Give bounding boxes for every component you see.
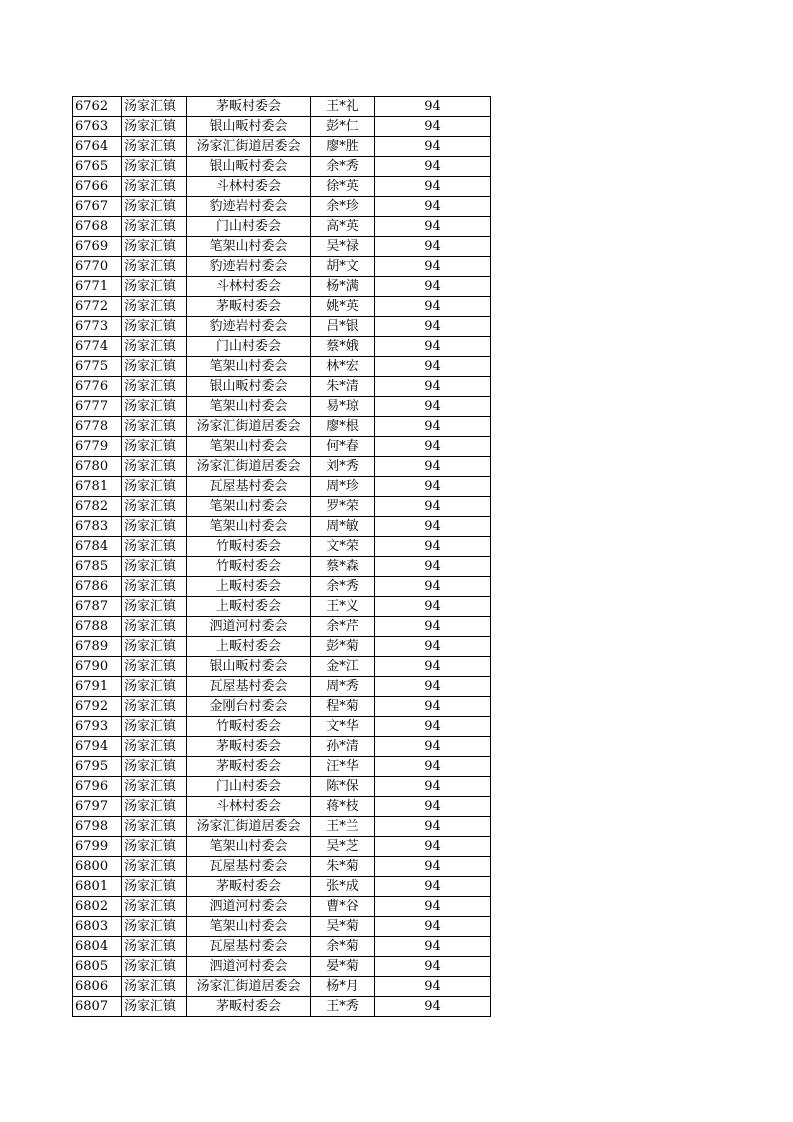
- cell-village-committee: 茅畈村委会: [187, 757, 311, 777]
- table-row: [73, 917, 491, 937]
- cell-serial-number: 6803: [73, 917, 122, 937]
- roster-table-body: [73, 97, 491, 1017]
- cell-village-committee: 竹畈村委会: [187, 537, 311, 557]
- cell-person-name: 高*英: [311, 217, 375, 237]
- cell-score: 94: [375, 757, 491, 777]
- table-row: [73, 657, 491, 677]
- cell-serial-number: 6775: [73, 357, 122, 377]
- cell-village-committee: 上畈村委会: [187, 597, 311, 617]
- table-row: [73, 157, 491, 177]
- cell-town: 汤家汇镇: [122, 137, 187, 157]
- cell-serial-number: 6778: [73, 417, 122, 437]
- cell-person-name: 周*珍: [311, 477, 375, 497]
- table-row: [73, 197, 491, 217]
- cell-serial-number: 6766: [73, 177, 122, 197]
- cell-town: 汤家汇镇: [122, 977, 187, 997]
- cell-person-name: 文*华: [311, 717, 375, 737]
- cell-village-committee: 茅畈村委会: [187, 877, 311, 897]
- cell-person-name: 吕*银: [311, 317, 375, 337]
- cell-village-committee: 泗道河村委会: [187, 897, 311, 917]
- cell-person-name: 廖*胜: [311, 137, 375, 157]
- table-row: [73, 817, 491, 837]
- cell-town: 汤家汇镇: [122, 377, 187, 397]
- cell-person-name: 姚*英: [311, 297, 375, 317]
- cell-person-name: 陈*保: [311, 777, 375, 797]
- cell-score: 94: [375, 197, 491, 217]
- cell-person-name: 吴*芝: [311, 837, 375, 857]
- table-row: [73, 397, 491, 417]
- cell-person-name: 汪*华: [311, 757, 375, 777]
- table-row: [73, 737, 491, 757]
- cell-person-name: 廖*根: [311, 417, 375, 437]
- cell-town: 汤家汇镇: [122, 217, 187, 237]
- cell-town: 汤家汇镇: [122, 517, 187, 537]
- cell-score: 94: [375, 397, 491, 417]
- cell-serial-number: 6779: [73, 437, 122, 457]
- cell-town: 汤家汇镇: [122, 477, 187, 497]
- cell-person-name: 林*宏: [311, 357, 375, 377]
- cell-village-committee: 汤家汇街道居委会: [187, 417, 311, 437]
- table-row: [73, 117, 491, 137]
- table-row: [73, 297, 491, 317]
- cell-village-committee: 汤家汇街道居委会: [187, 817, 311, 837]
- cell-serial-number: 6765: [73, 157, 122, 177]
- cell-village-committee: 笔架山村委会: [187, 917, 311, 937]
- table-row: [73, 457, 491, 477]
- table-row: [73, 357, 491, 377]
- cell-serial-number: 6769: [73, 237, 122, 257]
- cell-score: 94: [375, 97, 491, 117]
- table-row: [73, 497, 491, 517]
- cell-person-name: 蔡*娥: [311, 337, 375, 357]
- table-row: [73, 517, 491, 537]
- cell-town: 汤家汇镇: [122, 97, 187, 117]
- cell-score: 94: [375, 717, 491, 737]
- cell-village-committee: 银山畈村委会: [187, 117, 311, 137]
- cell-score: 94: [375, 457, 491, 477]
- cell-town: 汤家汇镇: [122, 537, 187, 557]
- cell-serial-number: 6802: [73, 897, 122, 917]
- cell-score: 94: [375, 577, 491, 597]
- cell-village-committee: 茅畈村委会: [187, 737, 311, 757]
- table-row: [73, 377, 491, 397]
- cell-serial-number: 6797: [73, 797, 122, 817]
- cell-village-committee: 斗林村委会: [187, 797, 311, 817]
- cell-village-committee: 豹迹岩村委会: [187, 317, 311, 337]
- cell-village-committee: 斗林村委会: [187, 177, 311, 197]
- cell-village-committee: 笔架山村委会: [187, 437, 311, 457]
- cell-score: 94: [375, 777, 491, 797]
- table-row: [73, 677, 491, 697]
- cell-town: 汤家汇镇: [122, 957, 187, 977]
- cell-serial-number: 6768: [73, 217, 122, 237]
- table-row: [73, 777, 491, 797]
- cell-serial-number: 6795: [73, 757, 122, 777]
- cell-person-name: 王*礼: [311, 97, 375, 117]
- cell-serial-number: 6777: [73, 397, 122, 417]
- cell-serial-number: 6774: [73, 337, 122, 357]
- cell-person-name: 朱*清: [311, 377, 375, 397]
- cell-village-committee: 瓦屋基村委会: [187, 677, 311, 697]
- cell-person-name: 刘*秀: [311, 457, 375, 477]
- cell-score: 94: [375, 477, 491, 497]
- cell-village-committee: 瓦屋基村委会: [187, 857, 311, 877]
- cell-serial-number: 6770: [73, 257, 122, 277]
- cell-village-committee: 斗林村委会: [187, 277, 311, 297]
- table-row: [73, 897, 491, 917]
- cell-town: 汤家汇镇: [122, 937, 187, 957]
- cell-serial-number: 6789: [73, 637, 122, 657]
- cell-town: 汤家汇镇: [122, 157, 187, 177]
- cell-serial-number: 6782: [73, 497, 122, 517]
- cell-village-committee: 茅畈村委会: [187, 97, 311, 117]
- cell-score: 94: [375, 737, 491, 757]
- cell-score: 94: [375, 437, 491, 457]
- cell-score: 94: [375, 377, 491, 397]
- cell-serial-number: 6804: [73, 937, 122, 957]
- table-row: [73, 97, 491, 117]
- cell-score: 94: [375, 837, 491, 857]
- cell-village-committee: 笔架山村委会: [187, 397, 311, 417]
- cell-person-name: 周*敏: [311, 517, 375, 537]
- cell-score: 94: [375, 357, 491, 377]
- cell-serial-number: 6764: [73, 137, 122, 157]
- cell-person-name: 晏*菊: [311, 957, 375, 977]
- cell-serial-number: 6801: [73, 877, 122, 897]
- cell-person-name: 何*春: [311, 437, 375, 457]
- table-row: [73, 637, 491, 657]
- cell-score: 94: [375, 117, 491, 137]
- cell-score: 94: [375, 177, 491, 197]
- table-row: [73, 217, 491, 237]
- cell-serial-number: 6763: [73, 117, 122, 137]
- cell-village-committee: 瓦屋基村委会: [187, 937, 311, 957]
- table-row: [73, 857, 491, 877]
- cell-town: 汤家汇镇: [122, 617, 187, 637]
- cell-serial-number: 6791: [73, 677, 122, 697]
- cell-village-committee: 门山村委会: [187, 217, 311, 237]
- roster-table: [72, 96, 491, 1017]
- cell-town: 汤家汇镇: [122, 677, 187, 697]
- cell-score: 94: [375, 697, 491, 717]
- cell-village-committee: 泗道河村委会: [187, 617, 311, 637]
- cell-town: 汤家汇镇: [122, 697, 187, 717]
- cell-town: 汤家汇镇: [122, 897, 187, 917]
- cell-town: 汤家汇镇: [122, 657, 187, 677]
- table-row: [73, 437, 491, 457]
- cell-score: 94: [375, 917, 491, 937]
- cell-village-committee: 上畈村委会: [187, 577, 311, 597]
- cell-score: 94: [375, 237, 491, 257]
- table-row: [73, 257, 491, 277]
- cell-person-name: 曹*谷: [311, 897, 375, 917]
- cell-town: 汤家汇镇: [122, 817, 187, 837]
- cell-town: 汤家汇镇: [122, 117, 187, 137]
- cell-town: 汤家汇镇: [122, 257, 187, 277]
- table-row: [73, 837, 491, 857]
- table-row: [73, 997, 491, 1017]
- cell-village-committee: 门山村委会: [187, 777, 311, 797]
- cell-town: 汤家汇镇: [122, 637, 187, 657]
- cell-person-name: 蔡*森: [311, 557, 375, 577]
- cell-town: 汤家汇镇: [122, 737, 187, 757]
- cell-village-committee: 泗道河村委会: [187, 957, 311, 977]
- cell-village-committee: 金刚台村委会: [187, 697, 311, 717]
- cell-village-committee: 笔架山村委会: [187, 837, 311, 857]
- cell-serial-number: 6806: [73, 977, 122, 997]
- cell-serial-number: 6785: [73, 557, 122, 577]
- cell-village-committee: 瓦屋基村委会: [187, 477, 311, 497]
- cell-town: 汤家汇镇: [122, 177, 187, 197]
- cell-person-name: 张*成: [311, 877, 375, 897]
- cell-score: 94: [375, 937, 491, 957]
- cell-town: 汤家汇镇: [122, 457, 187, 477]
- cell-person-name: 吴*菊: [311, 917, 375, 937]
- table-row: [73, 137, 491, 157]
- cell-score: 94: [375, 957, 491, 977]
- table-row: [73, 597, 491, 617]
- cell-serial-number: 6776: [73, 377, 122, 397]
- cell-serial-number: 6805: [73, 957, 122, 977]
- cell-serial-number: 6786: [73, 577, 122, 597]
- cell-town: 汤家汇镇: [122, 437, 187, 457]
- cell-village-committee: 银山畈村委会: [187, 377, 311, 397]
- cell-person-name: 文*荣: [311, 537, 375, 557]
- cell-serial-number: 6798: [73, 817, 122, 837]
- table-row: [73, 937, 491, 957]
- cell-town: 汤家汇镇: [122, 317, 187, 337]
- cell-serial-number: 6762: [73, 97, 122, 117]
- cell-person-name: 王*义: [311, 597, 375, 617]
- cell-score: 94: [375, 317, 491, 337]
- cell-score: 94: [375, 997, 491, 1017]
- table-row: [73, 237, 491, 257]
- cell-town: 汤家汇镇: [122, 497, 187, 517]
- cell-score: 94: [375, 817, 491, 837]
- table-row: [73, 177, 491, 197]
- cell-town: 汤家汇镇: [122, 337, 187, 357]
- table-row: [73, 277, 491, 297]
- cell-serial-number: 6793: [73, 717, 122, 737]
- table-row: [73, 417, 491, 437]
- table-row: [73, 317, 491, 337]
- cell-score: 94: [375, 217, 491, 237]
- table-row: [73, 697, 491, 717]
- table-row: [73, 577, 491, 597]
- cell-serial-number: 6790: [73, 657, 122, 677]
- cell-score: 94: [375, 557, 491, 577]
- cell-village-committee: 笔架山村委会: [187, 497, 311, 517]
- cell-village-committee: 汤家汇街道居委会: [187, 457, 311, 477]
- cell-score: 94: [375, 417, 491, 437]
- cell-person-name: 周*秀: [311, 677, 375, 697]
- cell-town: 汤家汇镇: [122, 557, 187, 577]
- cell-person-name: 杨*满: [311, 277, 375, 297]
- cell-town: 汤家汇镇: [122, 877, 187, 897]
- cell-person-name: 杨*月: [311, 977, 375, 997]
- cell-serial-number: 6807: [73, 997, 122, 1017]
- cell-score: 94: [375, 657, 491, 677]
- table-row: [73, 877, 491, 897]
- cell-score: 94: [375, 977, 491, 997]
- cell-score: 94: [375, 897, 491, 917]
- cell-serial-number: 6794: [73, 737, 122, 757]
- cell-serial-number: 6773: [73, 317, 122, 337]
- cell-village-committee: 上畈村委会: [187, 637, 311, 657]
- cell-score: 94: [375, 677, 491, 697]
- cell-person-name: 余*珍: [311, 197, 375, 217]
- table-row: [73, 477, 491, 497]
- cell-score: 94: [375, 517, 491, 537]
- table-row: [73, 337, 491, 357]
- table-row: [73, 977, 491, 997]
- cell-town: 汤家汇镇: [122, 357, 187, 377]
- table-row: [73, 537, 491, 557]
- cell-person-name: 罗*荣: [311, 497, 375, 517]
- cell-town: 汤家汇镇: [122, 277, 187, 297]
- cell-person-name: 金*江: [311, 657, 375, 677]
- cell-town: 汤家汇镇: [122, 857, 187, 877]
- cell-person-name: 余*菊: [311, 937, 375, 957]
- cell-town: 汤家汇镇: [122, 777, 187, 797]
- cell-village-committee: 茅畈村委会: [187, 997, 311, 1017]
- table-row: [73, 757, 491, 777]
- cell-score: 94: [375, 597, 491, 617]
- cell-village-committee: 竹畈村委会: [187, 717, 311, 737]
- cell-village-committee: 银山畈村委会: [187, 157, 311, 177]
- cell-village-committee: 笔架山村委会: [187, 517, 311, 537]
- cell-person-name: 蒋*枝: [311, 797, 375, 817]
- cell-town: 汤家汇镇: [122, 997, 187, 1017]
- cell-town: 汤家汇镇: [122, 797, 187, 817]
- cell-score: 94: [375, 297, 491, 317]
- cell-person-name: 程*菊: [311, 697, 375, 717]
- cell-town: 汤家汇镇: [122, 597, 187, 617]
- cell-serial-number: 6792: [73, 697, 122, 717]
- cell-serial-number: 6796: [73, 777, 122, 797]
- cell-score: 94: [375, 637, 491, 657]
- cell-serial-number: 6800: [73, 857, 122, 877]
- cell-person-name: 余*秀: [311, 577, 375, 597]
- cell-person-name: 余*秀: [311, 157, 375, 177]
- cell-score: 94: [375, 857, 491, 877]
- cell-score: 94: [375, 797, 491, 817]
- table-row: [73, 717, 491, 737]
- cell-serial-number: 6783: [73, 517, 122, 537]
- cell-town: 汤家汇镇: [122, 577, 187, 597]
- cell-score: 94: [375, 877, 491, 897]
- cell-person-name: 易*琼: [311, 397, 375, 417]
- table-row: [73, 557, 491, 577]
- cell-serial-number: 6781: [73, 477, 122, 497]
- cell-score: 94: [375, 257, 491, 277]
- cell-score: 94: [375, 337, 491, 357]
- cell-village-committee: 银山畈村委会: [187, 657, 311, 677]
- cell-village-committee: 笔架山村委会: [187, 237, 311, 257]
- cell-village-committee: 豹迹岩村委会: [187, 197, 311, 217]
- cell-village-committee: 汤家汇街道居委会: [187, 977, 311, 997]
- cell-town: 汤家汇镇: [122, 397, 187, 417]
- cell-person-name: 王*秀: [311, 997, 375, 1017]
- cell-village-committee: 门山村委会: [187, 337, 311, 357]
- cell-score: 94: [375, 137, 491, 157]
- cell-town: 汤家汇镇: [122, 717, 187, 737]
- cell-town: 汤家汇镇: [122, 417, 187, 437]
- cell-village-committee: 汤家汇街道居委会: [187, 137, 311, 157]
- cell-person-name: 余*芹: [311, 617, 375, 637]
- cell-town: 汤家汇镇: [122, 197, 187, 217]
- cell-person-name: 孙*清: [311, 737, 375, 757]
- cell-serial-number: 6767: [73, 197, 122, 217]
- cell-serial-number: 6788: [73, 617, 122, 637]
- cell-serial-number: 6771: [73, 277, 122, 297]
- cell-town: 汤家汇镇: [122, 757, 187, 777]
- cell-serial-number: 6780: [73, 457, 122, 477]
- cell-person-name: 王*兰: [311, 817, 375, 837]
- cell-village-committee: 竹畈村委会: [187, 557, 311, 577]
- cell-score: 94: [375, 537, 491, 557]
- cell-score: 94: [375, 277, 491, 297]
- cell-person-name: 胡*文: [311, 257, 375, 277]
- table-row: [73, 957, 491, 977]
- cell-town: 汤家汇镇: [122, 917, 187, 937]
- cell-serial-number: 6772: [73, 297, 122, 317]
- cell-person-name: 彭*仁: [311, 117, 375, 137]
- cell-person-name: 徐*英: [311, 177, 375, 197]
- cell-serial-number: 6799: [73, 837, 122, 857]
- cell-score: 94: [375, 617, 491, 637]
- cell-serial-number: 6784: [73, 537, 122, 557]
- cell-town: 汤家汇镇: [122, 837, 187, 857]
- cell-serial-number: 6787: [73, 597, 122, 617]
- cell-person-name: 吴*禄: [311, 237, 375, 257]
- table-row: [73, 797, 491, 817]
- cell-village-committee: 笔架山村委会: [187, 357, 311, 377]
- cell-person-name: 朱*菊: [311, 857, 375, 877]
- cell-town: 汤家汇镇: [122, 237, 187, 257]
- cell-score: 94: [375, 497, 491, 517]
- cell-village-committee: 豹迹岩村委会: [187, 257, 311, 277]
- cell-town: 汤家汇镇: [122, 297, 187, 317]
- table-row: [73, 617, 491, 637]
- cell-village-committee: 茅畈村委会: [187, 297, 311, 317]
- cell-score: 94: [375, 157, 491, 177]
- cell-person-name: 彭*菊: [311, 637, 375, 657]
